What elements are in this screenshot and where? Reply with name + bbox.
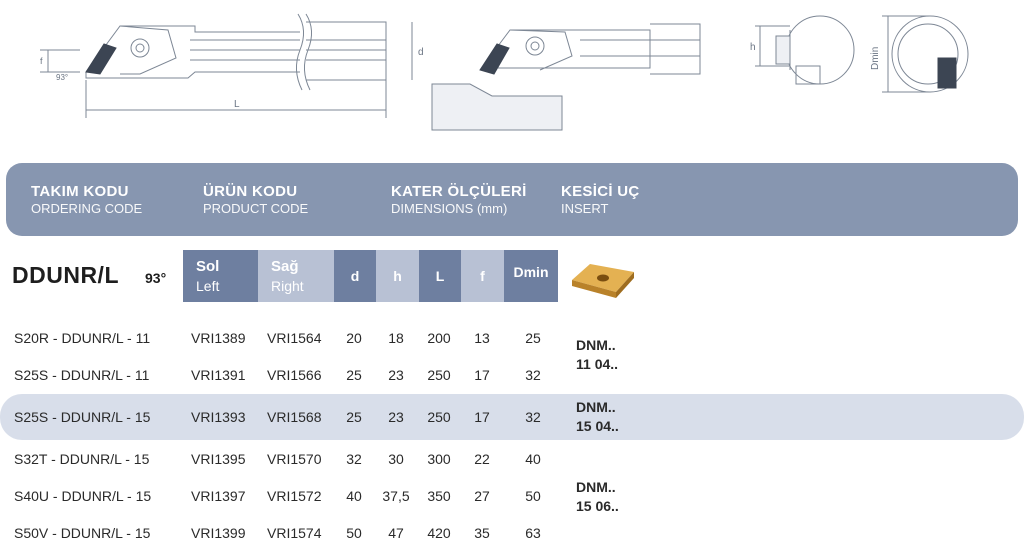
label-dmin: Dmin xyxy=(870,46,881,70)
cell-d: 25 xyxy=(346,367,362,383)
col-right-tr: Sağ xyxy=(271,258,299,275)
header-ordering-code xyxy=(31,183,142,217)
insert-code-line1: DNM.. xyxy=(576,399,616,415)
insert-code-line2: 11 04.. xyxy=(576,356,619,372)
cell-code: S40U - DDUNR/L - 15 xyxy=(14,488,152,504)
col-left-en: Left xyxy=(196,278,220,294)
header-col4-en: INSERT xyxy=(561,201,609,216)
header-insert xyxy=(561,183,640,217)
cell-f: 17 xyxy=(474,367,490,383)
label-L: L xyxy=(234,99,240,110)
cell-right: VRI1566 xyxy=(267,367,322,383)
cell-code: S50V - DDUNR/L - 15 xyxy=(14,525,151,541)
header-dimensions xyxy=(391,183,527,217)
col-L-label: L xyxy=(435,268,445,284)
cell-right: VRI1574 xyxy=(267,525,322,541)
col-header-left xyxy=(183,250,258,302)
cell-f: 13 xyxy=(474,330,490,346)
cell-L: 250 xyxy=(427,367,451,383)
insert-code-line2: 15 04.. xyxy=(576,418,619,434)
cell-left: VRI1393 xyxy=(191,409,246,425)
cell-h: 30 xyxy=(388,451,404,467)
insert-code xyxy=(576,478,619,516)
cell-code: S20R - DDUNR/L - 11 xyxy=(14,330,151,346)
cell-dmin: 32 xyxy=(525,367,541,383)
header-col3-en: DIMENSIONS (mm) xyxy=(391,201,508,216)
col-header-d xyxy=(334,250,376,302)
header-col2-tr: ÜRÜN KODU xyxy=(203,183,298,200)
cell-d: 32 xyxy=(346,451,362,467)
col-header-h xyxy=(376,250,419,302)
cell-h: 47 xyxy=(388,525,404,541)
boring-bar-side-view xyxy=(40,14,412,118)
cell-code: S32T - DDUNR/L - 15 xyxy=(14,451,150,467)
insert-code-line1: DNM.. xyxy=(576,337,616,353)
col-header-dmin xyxy=(504,250,558,302)
cell-L: 200 xyxy=(427,330,451,346)
bar-end-view xyxy=(755,16,854,84)
tool-name: DDUNR/L xyxy=(12,262,119,288)
cell-right: VRI1570 xyxy=(267,451,322,467)
header-col1-en: ORDERING CODE xyxy=(31,201,143,216)
highlighted-row xyxy=(0,394,1024,440)
cell-h: 23 xyxy=(388,409,404,425)
cell-f: 17 xyxy=(474,409,490,425)
cell-left: VRI1391 xyxy=(191,367,246,383)
col-right-en: Right xyxy=(271,278,304,294)
header-col1-tr: TAKIM KODU xyxy=(31,183,129,200)
label-d: d xyxy=(418,47,424,58)
cell-right: VRI1568 xyxy=(267,409,322,425)
header-col3-tr: KATER ÖLÇÜLERİ xyxy=(391,183,527,200)
cell-left: VRI1397 xyxy=(191,488,246,504)
cell-d: 25 xyxy=(346,409,362,425)
insert-image xyxy=(568,258,638,302)
insert-code-line2: 15 06.. xyxy=(576,498,619,514)
tool-angle: 93° xyxy=(145,270,167,286)
cell-f: 35 xyxy=(474,525,490,541)
insert-code xyxy=(576,336,618,374)
cell-dmin: 50 xyxy=(525,488,541,504)
cell-dmin: 25 xyxy=(525,330,541,346)
cell-h: 37,5 xyxy=(382,488,410,504)
cell-L: 350 xyxy=(427,488,451,504)
col-h-label: h xyxy=(393,268,402,284)
cell-h: 18 xyxy=(388,330,404,346)
header-col2-en: PRODUCT CODE xyxy=(203,201,309,216)
col-dmin-label: Dmin xyxy=(513,264,549,280)
label-angle: 93° xyxy=(56,73,69,82)
cell-L: 420 xyxy=(427,525,451,541)
cell-right: VRI1572 xyxy=(267,488,322,504)
col-d-label: d xyxy=(350,268,360,284)
cell-d: 40 xyxy=(346,488,362,504)
cell-left: VRI1399 xyxy=(191,525,246,541)
cell-right: VRI1564 xyxy=(267,330,322,346)
cell-left: VRI1395 xyxy=(191,451,246,467)
cell-L: 300 xyxy=(427,451,451,467)
table-header-band xyxy=(6,163,1018,236)
col-header-f xyxy=(461,250,504,302)
cell-code: S25S - DDUNR/L - 15 xyxy=(14,409,151,425)
cell-f: 27 xyxy=(474,488,490,504)
cell-d: 50 xyxy=(346,525,362,541)
cell-h: 23 xyxy=(388,367,404,383)
col-f-label: f xyxy=(480,268,485,284)
cell-left: VRI1389 xyxy=(191,330,246,346)
col-left-tr: Sol xyxy=(196,258,220,275)
cell-f: 22 xyxy=(474,451,490,467)
header-product-code xyxy=(203,183,308,217)
insert-code xyxy=(576,398,619,436)
cell-dmin: 32 xyxy=(525,409,541,425)
cell-dmin: 40 xyxy=(525,451,541,467)
header-col4-tr: KESİCİ UÇ xyxy=(561,183,640,200)
cell-dmin: 63 xyxy=(525,525,541,541)
cell-L: 250 xyxy=(427,409,451,425)
col-header-right xyxy=(258,250,334,302)
boring-bar-top-view xyxy=(432,24,700,130)
technical-drawings xyxy=(0,0,1024,150)
label-f: f xyxy=(40,56,43,66)
cell-code: S25S - DDUNR/L - 11 xyxy=(14,367,150,383)
label-h: h xyxy=(750,42,756,53)
bore-dmin-view xyxy=(882,16,968,92)
col-header-L xyxy=(419,250,461,302)
insert-code-line1: DNM.. xyxy=(576,479,616,495)
cell-d: 20 xyxy=(346,330,362,346)
